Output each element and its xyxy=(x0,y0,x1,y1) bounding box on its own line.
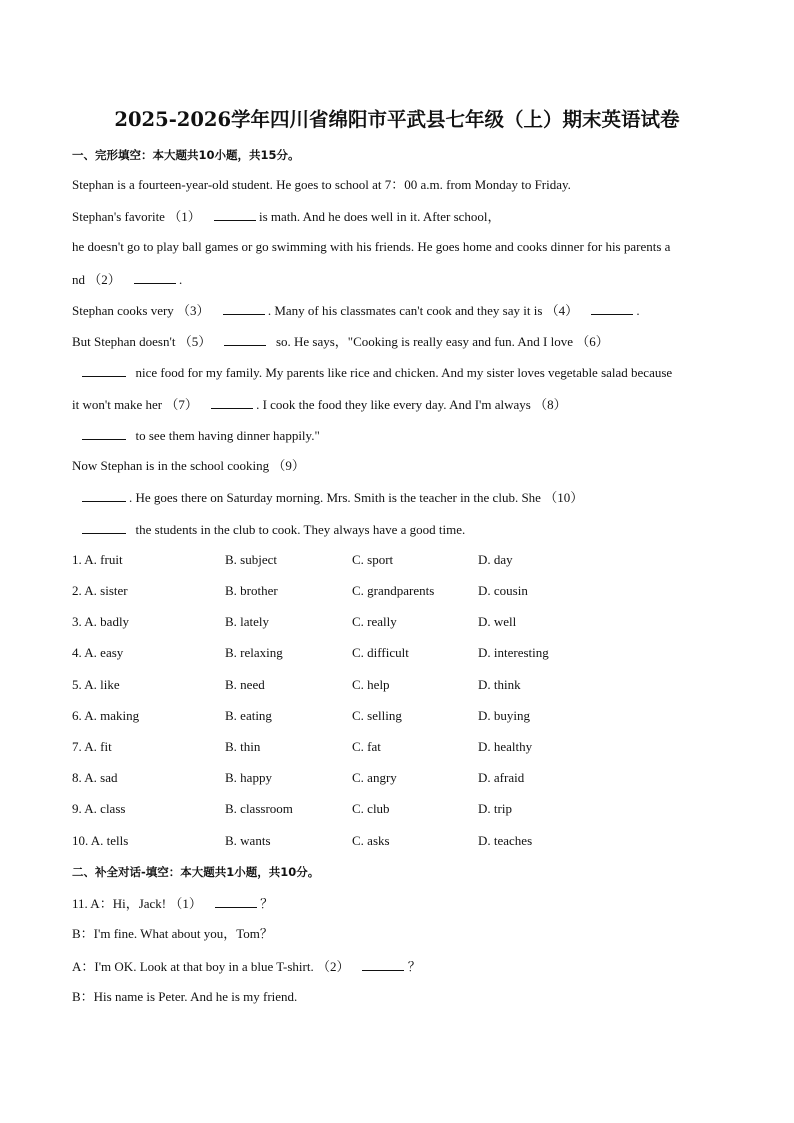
option-d[interactable]: D. buying xyxy=(478,708,530,723)
option-c[interactable]: C. asks xyxy=(352,833,390,848)
answer-blank[interactable] xyxy=(591,302,633,315)
answer-blank[interactable] xyxy=(215,895,257,908)
option-c[interactable]: C. difficult xyxy=(352,645,409,660)
option-b[interactable]: B. brother xyxy=(225,583,278,598)
question-options-row xyxy=(72,552,752,568)
option-d[interactable]: D. interesting xyxy=(478,645,549,660)
section-heading-cloze: 一、完形填空：本大题共10小题，共15分。 xyxy=(72,148,300,162)
dialogue-line: B：I'm fine. What about you，Tom？ xyxy=(72,926,273,941)
option-d[interactable]: D. day xyxy=(478,552,513,567)
option-b[interactable]: B. subject xyxy=(225,552,277,567)
option-c[interactable]: C. help xyxy=(352,677,390,692)
passage-line: the students in the club to cook. They always have a good time. xyxy=(72,521,465,538)
question-options-row xyxy=(72,801,752,817)
passage-line: nice food for my family. My parents like rice and chicken. And my sister loves vegetable salad because xyxy=(72,364,672,381)
passage-line: he doesn't go to play ball games or go swimming with his friends. He goes home and cooks dinner for his parents a xyxy=(72,239,671,254)
option-c[interactable]: C. really xyxy=(352,614,397,629)
option-c[interactable]: C. club xyxy=(352,801,390,816)
option-d[interactable]: D. teaches xyxy=(478,833,533,848)
passage-line: nd （2） . xyxy=(72,272,183,287)
answer-blank[interactable] xyxy=(362,958,404,971)
option-b[interactable]: B. classroom xyxy=(225,801,293,816)
option-c[interactable]: C. grandparents xyxy=(352,583,435,598)
question-options-row xyxy=(72,583,752,599)
option-b[interactable]: B. wants xyxy=(225,833,271,848)
option-b[interactable]: B. happy xyxy=(225,770,272,785)
option-a[interactable]: 6. A. making xyxy=(72,708,140,723)
dialogue-line: B：His name is Peter. And he is my friend. xyxy=(72,989,298,1004)
dialogue-line: 11. A：Hi，Jack! （1） ？ xyxy=(72,896,274,911)
passage-line: . He goes there on Saturday morning. Mrs. Smith is the teacher in the club. She （10） xyxy=(72,489,583,506)
question-options-row xyxy=(72,708,752,724)
answer-blank[interactable] xyxy=(223,302,265,315)
option-c[interactable]: C. selling xyxy=(352,708,402,723)
answer-blank[interactable] xyxy=(82,364,126,377)
option-d[interactable]: D. cousin xyxy=(478,583,528,598)
passage-line: Stephan's favorite （1） is math. And he does well in it. After school， xyxy=(72,209,501,224)
answer-blank[interactable] xyxy=(134,271,176,284)
option-b[interactable]: B. need xyxy=(225,677,265,692)
option-a[interactable]: 1. A. fruit xyxy=(72,552,123,567)
answer-blank[interactable] xyxy=(82,521,126,534)
option-d[interactable]: D. trip xyxy=(478,801,512,816)
option-c[interactable]: C. sport xyxy=(352,552,394,567)
option-d[interactable]: D. afraid xyxy=(478,770,525,785)
option-c[interactable]: C. angry xyxy=(352,770,397,785)
question-options-row xyxy=(72,645,752,661)
passage-line: it won't make her （7） . I cook the food they like every day. And I'm always （8） xyxy=(72,397,567,412)
option-d[interactable]: D. healthy xyxy=(478,739,533,754)
option-a[interactable]: 10. A. tells xyxy=(72,833,129,848)
passage-line: Now Stephan is in the school cooking （9） xyxy=(72,458,305,473)
answer-blank[interactable] xyxy=(82,489,126,502)
option-a[interactable]: 7. A. fit xyxy=(72,739,112,754)
answer-blank[interactable] xyxy=(224,333,266,346)
option-d[interactable]: D. think xyxy=(478,677,521,692)
answer-blank[interactable] xyxy=(82,427,126,440)
dialogue-line: A：I'm OK. Look at that boy in a blue T-shirt. （2） ？ xyxy=(72,959,421,974)
passage-line: But Stephan doesn't （5） so. He says，"Cooking is really easy and fun. And I love （6） xyxy=(72,334,609,349)
option-c[interactable]: C. fat xyxy=(352,739,381,754)
option-a[interactable]: 2. A. sister xyxy=(72,583,128,598)
option-b[interactable]: B. eating xyxy=(225,708,272,723)
passage-line: Stephan cooks very （3） . Many of his classmates can't cook and they say it is （4） . xyxy=(72,303,640,318)
answer-blank[interactable] xyxy=(214,208,256,221)
question-options-row xyxy=(72,833,752,849)
option-a[interactable]: 4. A. easy xyxy=(72,645,124,660)
option-a[interactable]: 8. A. sad xyxy=(72,770,118,785)
question-options-row xyxy=(72,677,752,693)
option-b[interactable]: B. relaxing xyxy=(225,645,283,660)
option-b[interactable]: B. lately xyxy=(225,614,270,629)
question-options-row xyxy=(72,739,752,755)
answer-blank[interactable] xyxy=(211,396,253,409)
option-b[interactable]: B. thin xyxy=(225,739,261,754)
passage-line: Stephan is a fourteen-year-old student. He goes to school at 7：00 a.m. from Monday to Friday. xyxy=(72,177,571,192)
option-a[interactable]: 3. A. badly xyxy=(72,614,130,629)
option-a[interactable]: 5. A. like xyxy=(72,677,120,692)
option-d[interactable]: D. well xyxy=(478,614,517,629)
option-a[interactable]: 9. A. class xyxy=(72,801,126,816)
exam-title: 2025-2026学年四川省绵阳市平武县七年级（上）期末英语试卷 xyxy=(114,108,680,131)
passage-line: to see them having dinner happily." xyxy=(72,427,320,444)
section-heading-dialogue: 二、补全对话-填空：本大题共1小题，共10分。 xyxy=(72,865,320,879)
question-options-row xyxy=(72,614,752,630)
question-options-row xyxy=(72,770,752,786)
